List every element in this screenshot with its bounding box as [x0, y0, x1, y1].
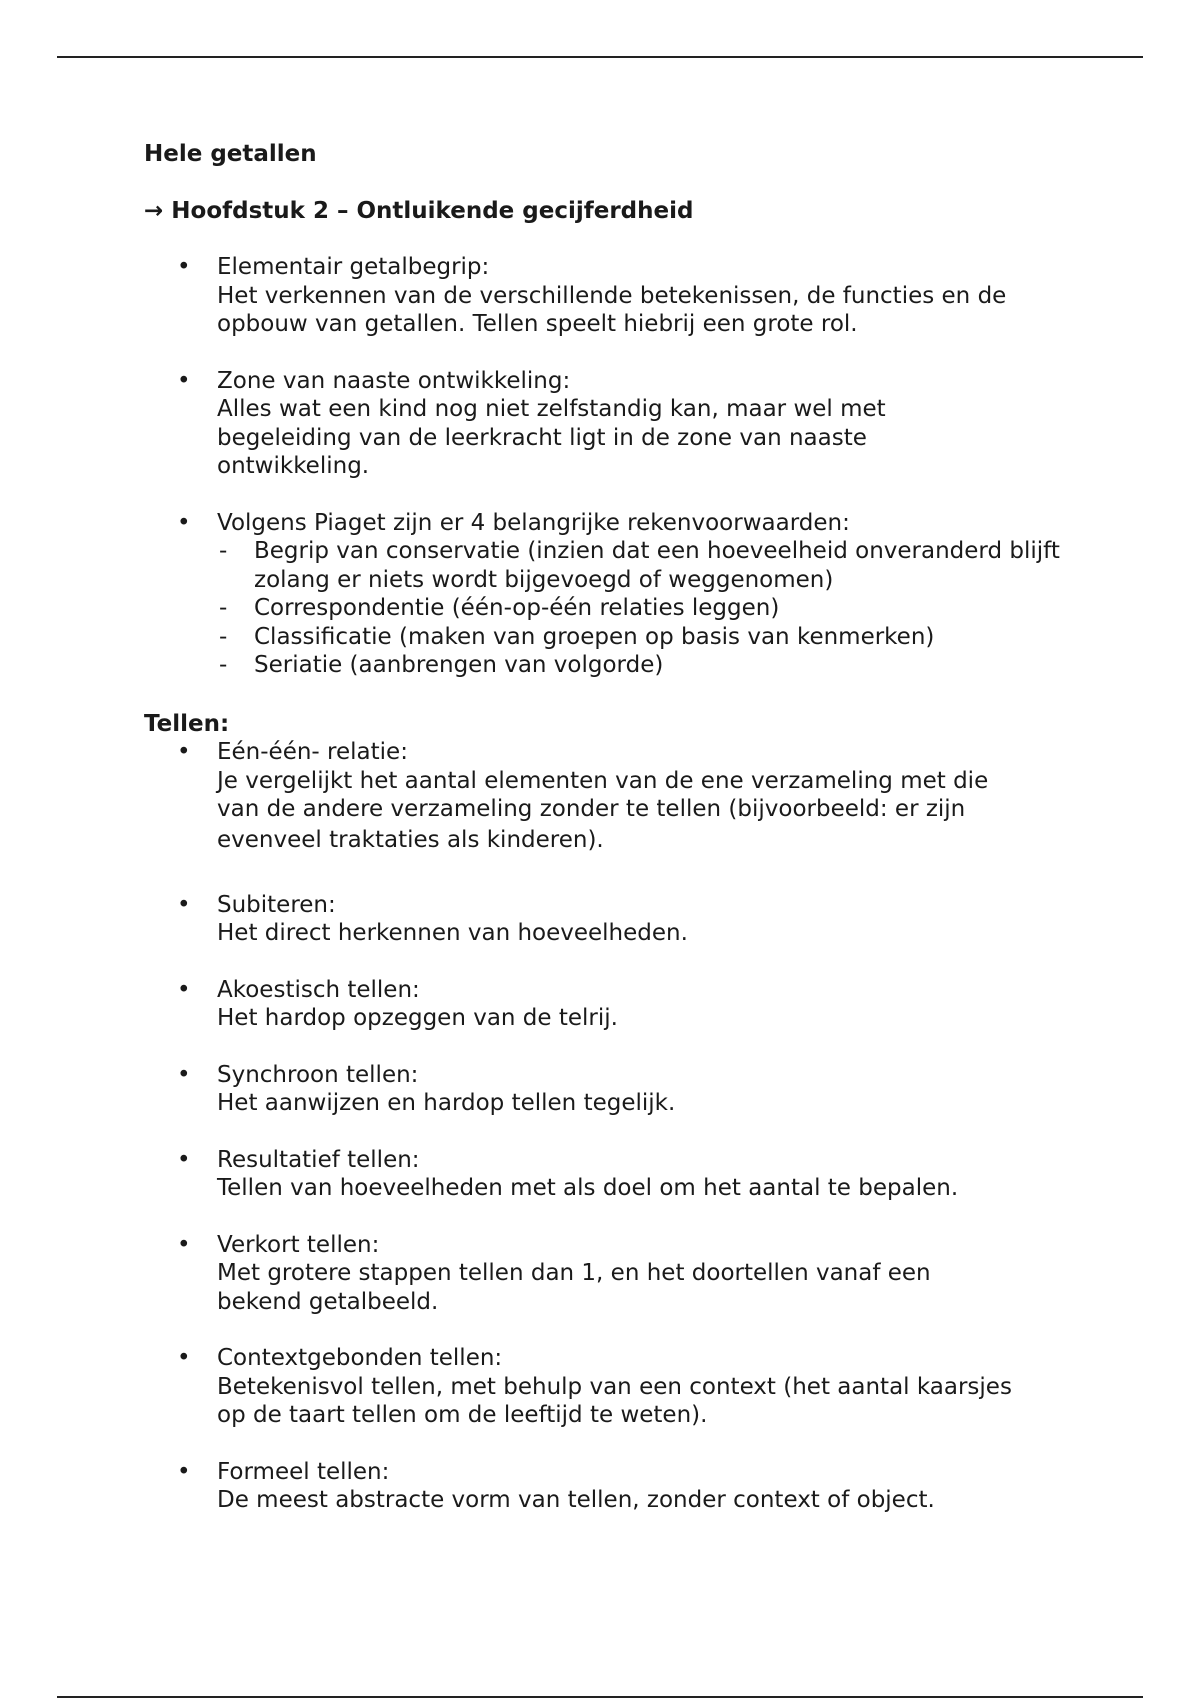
- chapter-heading: → Hoofdstuk 2 – Ontluikende gecijferdheid: [144, 197, 694, 224]
- item-line: opbouw van getallen. Tellen speelt hiebrij een grote rol.: [217, 311, 858, 337]
- list-item: [144, 1458, 1084, 1515]
- sublist-item: - Correspondentie (één-op-één relaties leggen): [217, 594, 1084, 623]
- item-term: • Elementair getalbegrip:: [217, 254, 490, 280]
- piaget-sublist: [217, 537, 1084, 680]
- item-line: bekend getalbeeld.: [217, 1288, 439, 1315]
- list-item: [144, 1146, 1084, 1203]
- item-line: Alles wat een kind nog niet zelfstandig kan, maar wel met: [217, 396, 886, 422]
- item-term: • Volgens Piaget zijn er 4 belangrijke rekenvoorwaarden:: [217, 509, 850, 536]
- item-line: Je vergelijkt het aantal elementen van de ene verzameling met die: [217, 767, 989, 794]
- item-line: evenveel traktaties als kinderen).: [217, 826, 604, 853]
- concepts-list: [144, 253, 1084, 680]
- item-term: • Synchroon tellen:: [217, 1061, 419, 1088]
- item-line: ontwikkeling.: [217, 453, 370, 479]
- item-term: • Formeel tellen:: [217, 1458, 390, 1485]
- list-item: [144, 891, 1084, 948]
- list-item: [144, 253, 1084, 339]
- sublist-item: - Seriatie (aanbrengen van volgorde): [217, 651, 1084, 680]
- tellen-heading: Tellen:: [144, 710, 230, 737]
- item-term: • Contextgebonden tellen:: [217, 1345, 503, 1371]
- item-term: • Eén-één- relatie:: [217, 739, 408, 765]
- list-item: [144, 509, 1084, 680]
- item-line: Tellen van hoeveelheden met als doel om het aantal te bepalen.: [217, 1175, 959, 1201]
- item-term: • Zone van naaste ontwikkeling:: [217, 367, 571, 394]
- item-term: • Verkort tellen:: [217, 1231, 380, 1258]
- list-item: [144, 976, 1084, 1033]
- item-line: Betekenisvol tellen, met behulp van een context (het aantal kaarsjes: [217, 1373, 1012, 1400]
- item-line: op de taart tellen om de leeftijd te weten).: [217, 1402, 708, 1428]
- top-rule: [57, 56, 1143, 58]
- item-line: Het aanwijzen en hardop tellen tegelijk.: [217, 1090, 676, 1116]
- list-item: [144, 1061, 1084, 1118]
- page-title: Hele getallen: [144, 141, 317, 167]
- sublist-item: - Classificatie (maken van groepen op basis van kenmerken): [217, 623, 1084, 652]
- list-item: [144, 1344, 1084, 1430]
- item-line: Het hardop opzeggen van de telrij.: [217, 1005, 618, 1031]
- document-body: [144, 140, 1084, 1515]
- item-line: begeleiding van de leerkracht ligt in de zone van naaste: [217, 424, 867, 451]
- item-term: • Resultatief tellen:: [217, 1146, 420, 1173]
- item-line: Het verkennen van de verschillende betekenissen, de functies en de: [217, 282, 1007, 309]
- item-line: Het direct herkennen van hoeveelheden.: [217, 920, 688, 946]
- item-term: • Akoestisch tellen:: [217, 976, 420, 1003]
- list-item: [144, 1231, 1084, 1317]
- sublist-item: - Begrip van conservatie (inzien dat een hoeveelheid onveranderd blijft zolang er niets wordt bijgevoegd of weggenomen): [217, 537, 1084, 594]
- tellen-list: [144, 738, 1084, 1515]
- item-term: • Subiteren:: [217, 891, 336, 918]
- item-line: De meest abstracte vorm van tellen, zonder context of object.: [217, 1487, 935, 1513]
- bottom-rule: [57, 1696, 1143, 1698]
- list-item: [144, 738, 1084, 857]
- item-line: van de andere verzameling zonder te tellen (bijvoorbeeld: er zijn: [217, 796, 966, 822]
- list-item: [144, 367, 1084, 481]
- item-line: Met grotere stappen tellen dan 1, en het doortellen vanaf een: [217, 1260, 931, 1286]
